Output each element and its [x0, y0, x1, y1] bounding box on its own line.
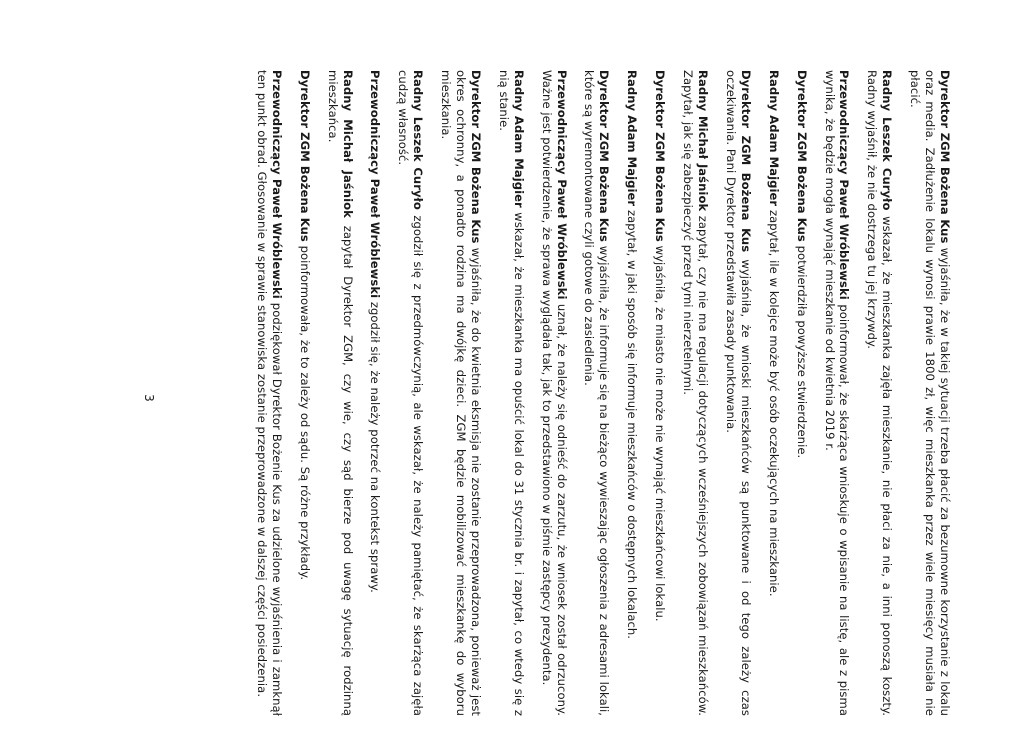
statement-text: zgodził się z przedmówczynią, ale wskazał, że należy pamiętać, że skarżąca zajęła cudzą własność.: [396, 70, 426, 716]
paragraph: [864, 70, 894, 716]
speaker-name: Dyrektor ZGM Bożena Kus: [938, 70, 952, 244]
speaker-name: Radny Adam Majgier: [625, 70, 640, 207]
statement-text: poinformował, że skarżąca wnioskuje o wpisanie na listę, ale z pisma wynika, że będzie mogła wynająć mieszkanie od kwietnia 2019 r.: [822, 70, 852, 716]
statement-text: wyjaśniła, że wnioski mieszkańców są punktowane i od tego zależy czas oczekiwania. Pani Dyrektor przedstawiła zasady punktowania.: [723, 70, 753, 716]
speaker-name: Radny Leszek Curyło: [411, 70, 426, 210]
statement-text: uznał, że należy się odnieść do zarzutu, że wniosek został odrzucony. Ważne jest potwierdzenie, że sprawa wyglądała tak, jak to przedstawiono w piśmie zastępcy prezydenta.: [539, 70, 569, 717]
paragraph: [766, 70, 781, 716]
page-number: 3: [142, 394, 156, 402]
paragraph: [539, 70, 569, 716]
speaker-name: Radny Adam Majgier: [766, 70, 781, 207]
speaker-name: Dyrektor ZGM Bożena Kus: [297, 70, 312, 242]
statement-text: podziękował Dyrektor Bożenie Kus za udzielone wyjaśnienia i zamknął ten punkt obrad. Głosowanie w sprawie stanowiska zostanie przeprowadzone w dalszej części posiedzenia.: [254, 70, 284, 716]
paragraph: [395, 70, 425, 716]
speaker-name: Przewodniczący Paweł Wróblewski: [837, 70, 852, 300]
speaker-name: Przewodniczący Paweł Wróblewski: [269, 70, 284, 299]
paragraph: [794, 70, 809, 716]
statement-text: potwierdziła powyższe stwierdzenie.: [794, 241, 809, 459]
statement-text: zapytał, ile w kolejce może być osób oczekujących na mieszkanie.: [766, 206, 781, 597]
paragraph: [496, 70, 526, 716]
speaker-name: Radny Michał Jaśniok: [696, 70, 711, 212]
paragraph: [822, 70, 852, 716]
speaker-name: Radny Leszek Curyło: [880, 70, 895, 211]
paragraph: [325, 70, 355, 716]
statement-text: zgodził się, że należy potrzeć na kontekst sprawy.: [368, 298, 383, 593]
statement-text: zapytał, w jaki sposób się informuje mieszkańców o dostępnych lokalach.: [625, 206, 640, 640]
paragraph: [438, 70, 483, 716]
statement-text: wyjaśniła, że w takiej sytuacji trzeba płacić za bezumowne korzystanie z lokalu oraz media. Zadłużenie lokalu wynosi prawie 1800 zł, więc mieszkanka przez wiele miesięcy musiała nie płacić.: [908, 70, 952, 717]
speaker-name: Dyrektor ZGM Bożena Kus: [738, 70, 753, 253]
speaker-name: Dyrektor ZGM Bożena Kus: [468, 70, 483, 244]
statement-text: zapytał, czy nie ma regulacji dotyczących wcześniejszych zobowiązań mieszkańców. Zapytał, jak się zabezpieczyć przed tymi nierzetelnymi.: [681, 70, 711, 716]
paragraph: [723, 70, 753, 716]
speaker-name: Dyrektor ZGM Bożena Kus: [597, 70, 612, 242]
paragraph: [907, 70, 952, 716]
paragraph: [368, 70, 383, 716]
statement-text: wyjaśniła, że informuje się na bieżąco wywieszając ogłoszenia z adresami lokali, które są wyremontowane czyli gotowe do zasiedlenia.: [582, 70, 612, 716]
speaker-name: Radny Adam Majgier: [511, 70, 526, 208]
statement-text: zapytał Dyrektor ZGM, czy wie, czy sąd bierze pod uwagę sytuację rodzinną mieszkańca.: [325, 70, 355, 716]
paragraph: [254, 70, 284, 716]
paragraph: [652, 70, 667, 716]
speaker-name: Radny Michał Jaśniok: [340, 70, 355, 218]
statement-text: wskazał, że mieszkanka zajęła mieszkanie, nie płaci za nie, a inni ponoszą koszty. Radny wyjaśnił, że nie dostrzega tu jej krzywdy.: [865, 70, 895, 716]
statement-text: wyjaśniła, że do kwietnia eksmisja nie zostanie przeprowadzona, ponieważ jest okres ochronny, a ponadto rodzina ma dwójkę dzieci. ZGM będzie mobilizować mieszkankę do wyboru mieszkania.: [439, 70, 483, 717]
page-content: [241, 70, 952, 716]
document-page: [122, 62, 970, 734]
speaker-name: Przewodniczący Paweł Wróblewski: [368, 70, 383, 299]
statement-text: wskazał, że mieszkanka ma opuścić lokal do 31 stycznia br. i zapytał, co wtedy się z nią stanie.: [496, 70, 526, 716]
paragraph: [624, 70, 639, 716]
paragraph: [297, 70, 312, 716]
statement-text: poinformowała, że to zależy od sądu. Są różne przykłady.: [297, 241, 312, 581]
speaker-name: Przewodniczący Paweł Wróblewski: [554, 70, 569, 300]
speaker-name: Dyrektor ZGM Bożena Kus: [794, 70, 809, 242]
paragraph: [582, 70, 612, 716]
statement-text: wyjaśniła, że miasto nie może nie wynająć mieszkańcowi lokalu.: [653, 241, 668, 622]
speaker-name: Dyrektor ZGM Bożena Kus: [653, 70, 668, 242]
paragraph: [680, 70, 710, 716]
